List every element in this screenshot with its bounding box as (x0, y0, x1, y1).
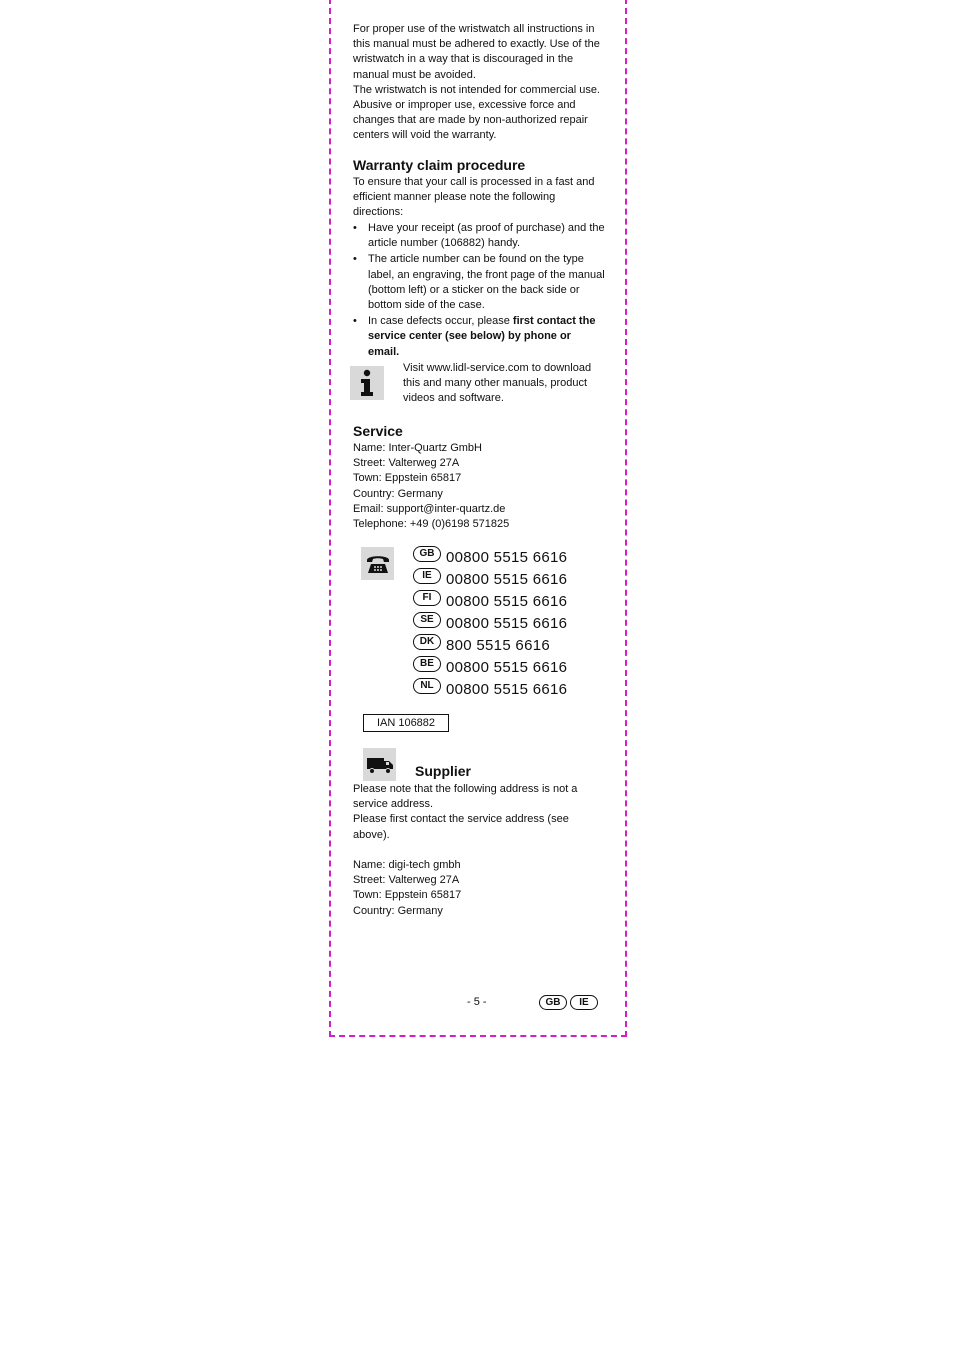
warranty-bullet: • The article number can be found on the type label, an engraving, the front page of the manual (bottom left) or a sticker on the back side or bottom side of the case. (353, 252, 605, 313)
intro-paragraph-2: The wristwatch is not intended for commercial use. Abusive or improper use, excessive force and changes that are made by non-authorized repair centers will void the warranty. (353, 83, 600, 142)
warranty-heading: Warranty claim procedure (353, 157, 526, 173)
hotline-number: 00800 5515 6616 (446, 681, 568, 698)
supplier-heading: Supplier (415, 763, 472, 779)
truck-icon (363, 748, 396, 781)
intro-section (353, 22, 605, 144)
bullet-text: In case defects occur, please (368, 315, 513, 328)
service-line: Email: support@inter-quartz.de (353, 502, 506, 515)
warranty-intro: To ensure that your call is processed in a fast and efficient manner please note the following directions: (353, 176, 595, 219)
supplier-line: Country: Germany (353, 904, 443, 917)
country-badge: NL (413, 678, 441, 694)
country-badge: GB (539, 995, 567, 1010)
supplier-note (353, 782, 605, 843)
hotline-number: 00800 5515 6616 (446, 615, 568, 632)
supplier-line: Name: digi-tech gmbh (353, 859, 461, 871)
warranty-bullet: • Have your receipt (as proof of purchase) and the article number (106882) handy. (353, 221, 605, 251)
service-line: Telephone: +49 (0)6198 571825 (353, 518, 510, 531)
page-number: - 5 - (467, 996, 487, 1008)
supplier-note-line: Please first contact the service address (see above). (353, 813, 569, 841)
bullet-bold-text: first contact the service center (see below) by phone or email. (368, 315, 596, 358)
service-line: Name: Inter-Quartz GmbH (353, 442, 482, 454)
hotline-number: 00800 5515 6616 (446, 593, 568, 610)
country-badge: BE (413, 656, 441, 672)
country-badge: IE (413, 568, 441, 584)
country-badge: FI (413, 590, 441, 606)
service-address (353, 441, 605, 532)
supplier-line: Town: Eppstein 65817 (353, 889, 462, 902)
hotline-number: 00800 5515 6616 (446, 571, 568, 588)
country-badge: GB (413, 546, 441, 562)
warranty-bullet (353, 314, 605, 360)
intro-paragraph-1: For proper use of the wristwatch all instructions in this manual must be adhered to exactly. Use of the wristwatch in a way that is discouraged in the manual must be avoided. (353, 23, 600, 81)
service-line: Street: Valterweg 27A (353, 457, 460, 470)
hotline-number: 00800 5515 6616 (446, 659, 568, 676)
telephone-icon (361, 547, 394, 580)
country-badge: DK (413, 634, 441, 650)
service-line: Town: Eppstein 65817 (353, 472, 462, 485)
manual-page (329, 0, 627, 1037)
supplier-address (353, 858, 605, 919)
service-heading: Service (353, 423, 403, 439)
footer-country-badges (539, 995, 598, 1010)
supplier-note-line: Please note that the following address is not a service address. (353, 783, 578, 811)
info-icon (350, 366, 384, 400)
hotline-number: 00800 5515 6616 (446, 549, 568, 566)
info-text: Visit www.lidl-service.com to download this and many other manuals, product videos and software. (403, 362, 592, 405)
service-line: Country: Germany (353, 487, 443, 500)
ian-box: IAN 106882 (363, 714, 449, 732)
supplier-line: Street: Valterweg 27A (353, 874, 460, 887)
country-badge: IE (570, 995, 598, 1010)
country-badge: SE (413, 612, 441, 628)
warranty-bullet-list (353, 221, 605, 361)
hotline-number: 800 5515 6616 (446, 637, 550, 654)
